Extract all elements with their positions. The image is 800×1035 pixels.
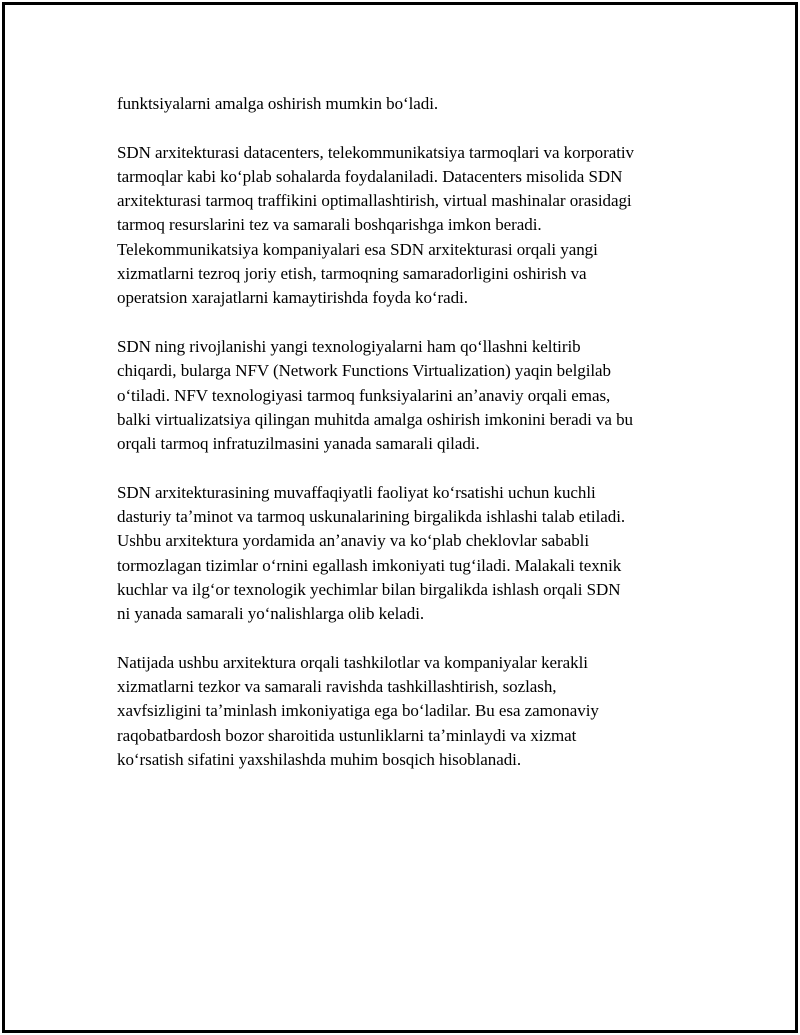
text-line: Telekommunikatsiya kompaniyalari esa SDN arxitekturasi orqali yangi [117, 239, 598, 259]
text-line: SDN arxitekturasining muvaffaqiyatli faoliyat koʻrsatishi uchun kuchli [117, 482, 596, 502]
text-line: chiqardi, bularga NFV (Network Functions Virtualization) yaqin belgilab [117, 361, 611, 381]
text-line: Ushbu arxitektura yordamida anʼanaviy va koʻplab cheklovlar sababli [117, 531, 590, 551]
text-line: dasturiy taʼminot va tarmoq uskunalarining birgalikda ishlashi talab etiladi. [117, 507, 626, 527]
text-line: SDN ning rivojlanishi yangi texnologiyalarni ham qoʻllashni keltirib [117, 336, 581, 356]
paragraph-conclusion [117, 651, 697, 772]
text-line: xizmatlarni tezkor va samarali ravishda tashkillashtirish, sozlash, [117, 677, 557, 697]
text-line: oʻtiladi. NFV texnologiyasi tarmoq funksiyalarini anʼanaviy orqali emas, [117, 385, 611, 405]
document-body [117, 92, 697, 797]
text-line: tormozlagan tizimlar oʻrnini egallash imkoniyati tugʻiladi. Malakali texnik [117, 555, 622, 575]
text-line: kuchlar va ilgʻor texnologik yechimlar bilan birgalikda ishlash orqali SDN [117, 579, 621, 599]
text-line: funktsiyalarni amalga oshirish mumkin boʻladi. [117, 94, 439, 113]
paragraph-sdn-success [117, 481, 697, 627]
text-line: arxitekturasi tarmoq traffikini optimallashtirish, virtual mashinalar orasidagi [117, 191, 632, 211]
paragraph-sdn-applications [117, 141, 697, 311]
text-line: koʻrsatish sifatini yaxshilashda muhim bosqich hisoblanadi. [117, 750, 522, 770]
text-line: xavfsizligini taʼminlash imkoniyatiga ega boʻladilar. Bu esa zamonaviy [117, 701, 599, 721]
text-line: orqali tarmoq infratuzilmasini yanada samarali qiladi. [117, 434, 480, 454]
text-line: raqobatbardosh bozor sharoitida ustunliklarni taʼminlaydi va xizmat [117, 725, 577, 745]
text-line: operatsion xarajatlarni kamaytirishda foyda koʻradi. [117, 288, 468, 308]
text-line: xizmatlarni tezroq joriy etish, tarmoqning samaradorligini oshirish va [117, 264, 587, 284]
text-line: balki virtualizatsiya qilingan muhitda amalga oshirish imkonini beradi va bu [117, 409, 634, 429]
paragraph-intro-continuation [117, 92, 697, 116]
text-line: SDN arxitekturasi datacenters, telekommunikatsiya tarmoqlari va korporativ [117, 142, 635, 162]
text-line: tarmoqlar kabi koʻplab sohalarda foydalaniladi. Datacenters misolida SDN [117, 166, 623, 186]
paragraph-nfv [117, 335, 697, 456]
text-line: tarmoq resurslarini tez va samarali boshqarishga imkon beradi. [117, 215, 542, 235]
text-line: ni yanada samarali yoʻnalishlarga olib keladi. [117, 604, 425, 624]
text-line: Natijada ushbu arxitektura orqali tashkilotlar va kompaniyalar kerakli [117, 652, 588, 672]
